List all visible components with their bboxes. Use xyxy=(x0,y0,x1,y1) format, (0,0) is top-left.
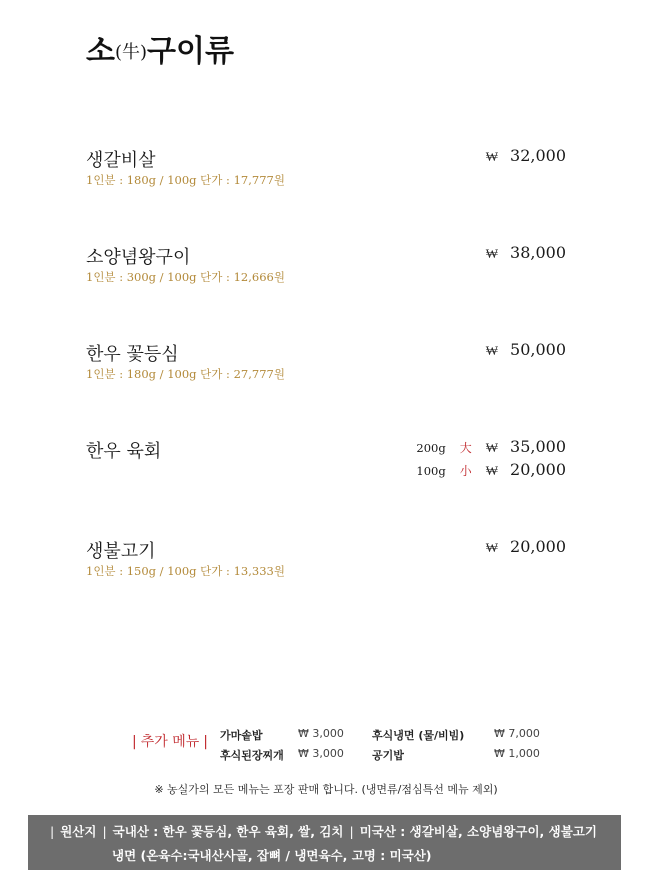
menu-item-desc: 1인분 : 150g / 100g 단가 : 13,333원 xyxy=(86,564,285,578)
divider: | xyxy=(102,824,107,839)
price-value: 35,000 xyxy=(510,437,566,456)
title-main-a: 소 xyxy=(86,34,115,69)
divider: | xyxy=(203,734,208,750)
extra-item-price: ₩ 1,000 xyxy=(494,747,540,760)
won-symbol: ₩ xyxy=(485,441,499,456)
extra-item-name: 후식냉면 (물/비빔) xyxy=(372,729,465,742)
extra-item-name: 공기밥 xyxy=(372,749,404,762)
origin-us: 미국산 : 생갈비살, 소양념왕구이, 생불고기 xyxy=(359,824,597,839)
extra-menu-item xyxy=(372,747,540,763)
portion-size: 200g xyxy=(416,441,446,455)
divider: | xyxy=(50,824,55,839)
menu-item-desc: 1인분 : 180g / 100g 단가 : 17,777원 xyxy=(86,173,285,187)
menu-item-price xyxy=(486,146,566,165)
origin-label: 원산지 xyxy=(60,824,97,839)
divider: | xyxy=(349,824,354,839)
size-mark-small: 小 xyxy=(459,464,472,478)
extra-menu-item xyxy=(220,727,344,743)
menu-item-price-small xyxy=(416,460,566,479)
menu-item-price xyxy=(486,243,566,262)
page-title xyxy=(86,26,234,70)
menu-item-desc: 1인분 : 300g / 100g 단가 : 12,666원 xyxy=(86,270,285,284)
menu-item-name: 생불고기 xyxy=(86,541,156,562)
extra-menu-label xyxy=(128,731,212,751)
origin-line-2: 냉면 (온육수:국내산사골, 잡뼈 / 냉면육수, 고명 : 미국산) xyxy=(112,848,432,863)
takeout-note: ※ 농실가의 모든 메뉴는 포장 판매 합니다. (냉면류/점심특선 메뉴 제외) xyxy=(154,783,498,796)
origin-box xyxy=(28,815,621,870)
title-main-b: 구이류 xyxy=(147,34,234,69)
menu-item-price xyxy=(486,340,566,359)
portion-size: 100g xyxy=(416,464,446,478)
title-sub: (牛) xyxy=(114,42,148,63)
menu-item-name: 소양념왕구이 xyxy=(86,247,191,268)
menu-item-price xyxy=(486,537,566,556)
extra-item-price: ₩ 3,000 xyxy=(298,747,344,760)
extra-item-price: ₩ 7,000 xyxy=(494,727,540,740)
menu-item-name: 한우 꽃등심 xyxy=(86,344,179,365)
won-symbol: ₩ xyxy=(485,247,499,262)
menu-item-name: 한우 육회 xyxy=(86,441,162,462)
extra-item-price: ₩ 3,000 xyxy=(298,727,344,740)
extra-menu-item xyxy=(220,747,344,763)
menu-item-price-large xyxy=(416,437,566,456)
menu-item-name: 생갈비살 xyxy=(86,150,156,171)
price-value: 32,000 xyxy=(510,146,566,165)
won-symbol: ₩ xyxy=(485,464,499,479)
size-mark-large: 大 xyxy=(459,441,472,455)
won-symbol: ₩ xyxy=(485,541,499,556)
won-symbol: ₩ xyxy=(485,150,499,165)
price-value: 38,000 xyxy=(510,243,566,262)
extra-menu-title: 추가 메뉴 xyxy=(140,734,200,750)
divider: | xyxy=(132,734,137,750)
price-value: 20,000 xyxy=(510,460,566,479)
origin-domestic: 국내산 : 한우 꽃등심, 한우 육회, 쌀, 김치 xyxy=(112,824,344,839)
extra-item-name: 후식된장찌개 xyxy=(220,749,284,762)
origin-line-1 xyxy=(44,822,597,840)
price-value: 50,000 xyxy=(510,340,566,359)
won-symbol: ₩ xyxy=(485,344,499,359)
extra-menu-item xyxy=(372,727,540,743)
price-value: 20,000 xyxy=(510,537,566,556)
menu-item-desc: 1인분 : 180g / 100g 단가 : 27,777원 xyxy=(86,367,285,381)
extra-item-name: 가마솥밥 xyxy=(220,729,263,742)
